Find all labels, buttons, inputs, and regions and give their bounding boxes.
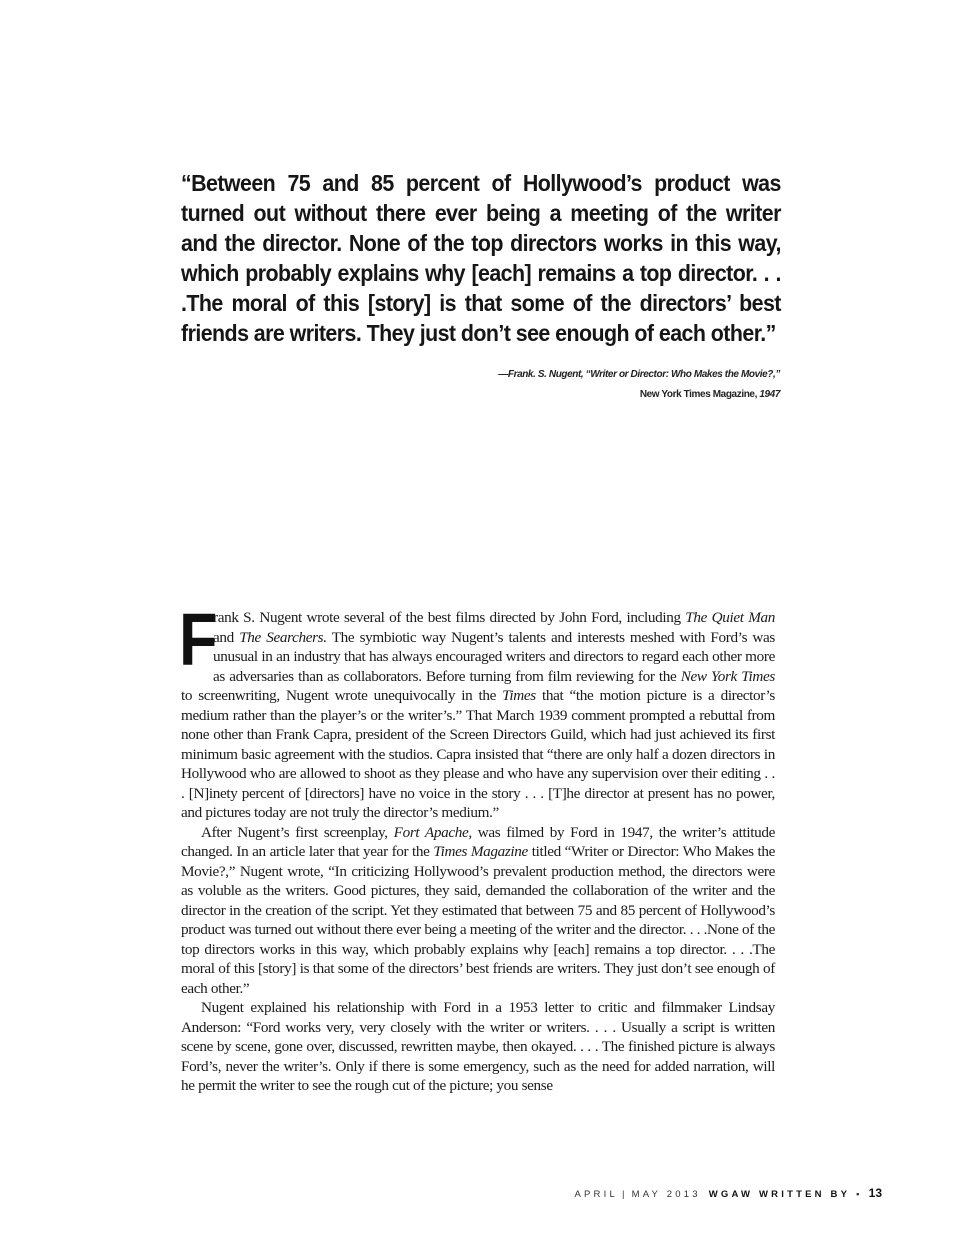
drop-cap: F <box>179 598 218 681</box>
article-body <box>179 598 776 1096</box>
text-run: to screenwriting, Nugent wrote unequivocally in the <box>181 687 503 704</box>
text-run: The symbiotic way Nugent’s talents and interests meshed with Ford’s was unusual in an industry that has always encouraged writers and directors to regard each other more as adversaries than as collaborators. Before turning from film reviewing for the <box>213 628 775 685</box>
text-run: rank S. Nugent wrote several of the best films directed by John Ford, including <box>213 609 686 626</box>
article-paragraph-2 <box>181 823 775 999</box>
text-run: After Nugent’s first screenplay, <box>201 823 394 841</box>
publication-title: Times <box>502 687 536 704</box>
text-run: was filmed by Ford in 1947, the writer’s attitude changed. In an article later that year for the <box>181 823 776 860</box>
bullet-icon: • <box>856 1189 863 1200</box>
pull-quote: “Between 75 and 85 percent of Hollywood’s product was turned out without there ever being a meeting of the writer and the director. None of the top directors works in this way, which probably explains why [each] remains a top director. . . .The moral of this [story] is that some of the directors’ best friends are writers. They just don’t see enough of each other.” <box>181 170 781 346</box>
attribution-publication-name: New York Times Magazine, <box>639 389 757 400</box>
attribution-author-title: —Frank. S. Nugent, “Writer or Director: Who Makes the Movie?,” <box>498 369 780 380</box>
footer-issue-date: MAY 2013 <box>631 1189 701 1200</box>
quote-attribution <box>498 365 780 405</box>
article-paragraph-1 <box>179 598 775 823</box>
film-title: The Quiet Man <box>685 609 775 626</box>
footer-magazine-name: WGAW WRITTEN BY <box>708 1189 851 1200</box>
footer-month: APRIL <box>574 1189 618 1200</box>
text-run: that “the motion picture is a director’s medium rather than the player’s or the writer’s.” That March 1939 comment prompted a rebuttal from none other than Frank Capra, president of the Screen Directors Guild, which had just achieved its first minimum basic agreement with the studios. Capra insisted that “there are only half a dozen directors in Hollywood who are allowed to shoot as they please and who have any supervision over their editing . . . [N]inety percent of [directors] have no voice in the story . . . [T]he director at present has no power, and pictures today are not truly the director’s medium.” <box>181 687 775 821</box>
article-paragraph-3: Nugent explained his relationship with Ford in a 1953 letter to critic and filmmaker Lindsay Anderson: “Ford works very, very closely with the writer or writers. . . . Usually a script is written scene by scene, gone over, discussed, rewritten maybe, then okayed. . . . The finished picture is always Ford’s, never the writer’s. Only if there is some emergency, such as the need for added narration, will he permit the writer to see the rough cut of the picture; you sense <box>181 999 775 1094</box>
text-run: titled “Writer or Director: Who Makes the Movie?,” Nugent wrote, “In criticizing Hollywood’s prevalent production method, the directors were as voluble as the writers. Good pictures, they said, demanded the collaboration of the writer and the director in the creation of the script. Yet they estimated that between 75 and 85 percent of Hollywood’s product was turned out without there ever being a meeting of the writer and the director. . . .None of the top directors works in this way, which probably explains why [each] remains a top director. . . .The moral of this [story] is that some of the directors’ best friends are writers. They just don’t see enough of each other.” <box>181 843 775 997</box>
attribution-publication <box>498 385 780 405</box>
page-footer <box>574 1186 882 1200</box>
page-number: 13 <box>868 1186 882 1200</box>
film-title: Fort Apache, <box>393 823 472 841</box>
attribution-year: 1947 <box>759 389 780 400</box>
publication-title: Times Magazine <box>433 843 528 860</box>
footer-separator: | <box>621 1189 628 1200</box>
publication-title: New York Times <box>680 667 775 685</box>
film-title: The Searchers. <box>239 628 327 646</box>
text-run: and <box>213 628 240 646</box>
